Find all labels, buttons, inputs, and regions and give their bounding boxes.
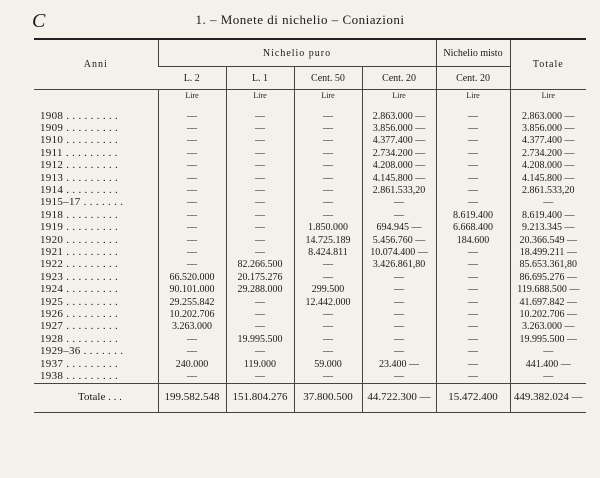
year-label: 1918 . . . . . . . . . [40, 208, 119, 221]
table-cell: 86.695.276 — [510, 271, 586, 283]
table-row [34, 246, 586, 258]
table-cell: 8.424.811 [294, 246, 362, 258]
year-label: 1914 . . . . . . . . . [40, 184, 119, 197]
table-cell: — [436, 147, 510, 159]
table-cell: — [158, 172, 226, 184]
year-label: 1922 . . . . . . . . . [40, 258, 119, 271]
table-cell: 119.000 [226, 358, 294, 370]
table-row [34, 308, 586, 320]
table-cell: — [226, 308, 294, 320]
table-cell: — [436, 246, 510, 258]
table-cell: — [510, 370, 586, 383]
table-cell: 3.856.000 — [510, 122, 586, 134]
table-cell: — [158, 222, 226, 234]
year-label: 1919 . . . . . . . . . [40, 221, 119, 234]
table-cell: 1.850.000 [294, 222, 362, 234]
table-cell: — [226, 184, 294, 196]
year-label: 1938 . . . . . . . . . [40, 369, 119, 382]
table-cell: — [294, 135, 362, 147]
table-cell: — [510, 197, 586, 209]
table-cell: 9.213.345 — [510, 222, 586, 234]
unit-label: Lire [294, 90, 362, 103]
unit-label: Lire [226, 90, 294, 103]
table-cell: — [158, 160, 226, 172]
table-cell: — [436, 308, 510, 320]
table-cell: 441.400 — [510, 358, 586, 370]
table-cell: 2.734.200 — [510, 147, 586, 159]
table-cell: — [158, 259, 226, 271]
table-cell: — [436, 110, 510, 122]
table-cell: — [158, 147, 226, 159]
table-row [34, 110, 586, 122]
subcol-cent20-puro: Cent. 20 [362, 67, 436, 90]
table-cell: — [294, 308, 362, 320]
page-title: 1. – Monete di nichelio – Coniazioni [195, 12, 405, 27]
table-cell: — [294, 122, 362, 134]
table-row [34, 197, 586, 209]
table-cell: 3.263.000 — [510, 321, 586, 333]
table-cell: — [158, 122, 226, 134]
table-cell: 10.202.706 [158, 308, 226, 320]
year-label: 1937 . . . . . . . . . [40, 357, 119, 370]
table-cell: 10.202.706 — [510, 308, 586, 320]
total-cell: 44.722.300 — [362, 383, 436, 412]
unit-label: Lire [362, 90, 436, 103]
table-cell: 4.208.000 — [510, 160, 586, 172]
table-row [34, 172, 586, 184]
unit-spacer [34, 90, 158, 103]
table-cell: 19.995.500 [226, 333, 294, 345]
table-cell: 10.074.400 — [362, 246, 436, 258]
table-cell: — [158, 345, 226, 357]
table-cell: — [226, 222, 294, 234]
table-cell: 184.600 [436, 234, 510, 246]
table-cell: — [436, 358, 510, 370]
table-cell: — [226, 160, 294, 172]
table-cell: — [362, 271, 436, 283]
table-cell: — [226, 197, 294, 209]
table-cell: — [436, 135, 510, 147]
table-cell: — [294, 110, 362, 122]
table-row [34, 209, 586, 221]
table-cell: 29.255.842 [158, 296, 226, 308]
unit-label: Lire [436, 90, 510, 103]
table-cell: — [226, 172, 294, 184]
table-cell: — [362, 283, 436, 295]
table-cell: 6.668.400 [436, 222, 510, 234]
table-cell: — [436, 259, 510, 271]
table-cell: 4.145.800 — [510, 172, 586, 184]
year-label: 1921 . . . . . . . . . [40, 245, 119, 258]
table-cell: 29.288.000 [226, 283, 294, 295]
table-cell: — [436, 283, 510, 295]
year-label: 1929–36 . . . . . . . [40, 345, 124, 358]
table-cell: — [226, 370, 294, 383]
year-label: 1908 . . . . . . . . . [40, 109, 119, 122]
year-label: 1912 . . . . . . . . . [40, 159, 119, 172]
subcol-cent50: Cent. 50 [294, 67, 362, 90]
table-cell: — [158, 234, 226, 246]
table-cell: 59.000 [294, 358, 362, 370]
subcol-cent20-misto: Cent. 20 [436, 67, 510, 90]
table-cell: — [158, 370, 226, 383]
table-cell: — [294, 259, 362, 271]
table-cell: — [436, 370, 510, 383]
table-cell: — [294, 321, 362, 333]
table-cell: 19.995.500 — [510, 333, 586, 345]
col-header-totale: Totale [510, 40, 586, 90]
table-cell: — [436, 345, 510, 357]
table-cell: 8.619.400 — [510, 209, 586, 221]
table-row [34, 122, 586, 134]
table-cell: — [158, 246, 226, 258]
table-cell: — [362, 321, 436, 333]
table-cell: 5.456.760 — [362, 234, 436, 246]
table-cell: — [294, 271, 362, 283]
table-cell: 3.426.861,80 [362, 259, 436, 271]
total-label: Totale . . . [34, 383, 158, 412]
table-cell: 299.500 [294, 283, 362, 295]
table-cell: — [158, 197, 226, 209]
table-cell: 240.000 [158, 358, 226, 370]
table-cell: 12.442.000 [294, 296, 362, 308]
table-cell: — [158, 135, 226, 147]
table-row [34, 296, 586, 308]
table-cell: — [510, 345, 586, 357]
year-label: 1909 . . . . . . . . . [40, 122, 119, 135]
total-cell: 151.804.276 [226, 383, 294, 412]
table-cell: — [226, 135, 294, 147]
table-cell: — [436, 296, 510, 308]
table-row [34, 259, 586, 271]
table-cell: 4.145.800 — [362, 172, 436, 184]
year-label: 1915–17 . . . . . . . [40, 196, 124, 209]
year-label: 1920 . . . . . . . . . [40, 233, 119, 246]
table-cell: — [294, 172, 362, 184]
table-cell: 20.175.276 [226, 271, 294, 283]
year-label: 1927 . . . . . . . . . [40, 320, 119, 333]
table-cell: 4.377.400 — [362, 135, 436, 147]
table-cell: — [362, 345, 436, 357]
year-label: 1924 . . . . . . . . . [40, 283, 119, 296]
table-cell: — [436, 197, 510, 209]
total-cell: 37.800.500 [294, 383, 362, 412]
table-cell: 2.861.533,20 [510, 184, 586, 196]
year-label: 1910 . . . . . . . . . [40, 134, 119, 147]
table-cell: — [226, 122, 294, 134]
table-cell: — [436, 172, 510, 184]
table-cell: — [294, 345, 362, 357]
table-cell: — [436, 122, 510, 134]
year-label: 1928 . . . . . . . . . [40, 332, 119, 345]
table-cell: — [362, 296, 436, 308]
table-cell: 14.725.189 [294, 234, 362, 246]
col-header-anni: Anni [34, 40, 158, 90]
table-cell: 23.400 — [362, 358, 436, 370]
table-cell: 694.945 — [362, 222, 436, 234]
table-cell: — [294, 184, 362, 196]
col-group-nichelio-puro: Nichelio puro [158, 40, 436, 67]
table-row [34, 370, 586, 383]
table-cell: — [362, 308, 436, 320]
table-row [34, 160, 586, 172]
table-cell: 4.377.400 — [510, 135, 586, 147]
table-cell: — [226, 234, 294, 246]
table-cell: — [226, 246, 294, 258]
table-cell: — [436, 321, 510, 333]
table-cell: — [226, 110, 294, 122]
table-cell: — [226, 147, 294, 159]
table-cell: — [436, 333, 510, 345]
table-cell: — [158, 184, 226, 196]
table-cell: — [362, 209, 436, 221]
table-cell: 20.366.549 — [510, 234, 586, 246]
table-cell: — [294, 197, 362, 209]
table-cell: 2.863.000 — [510, 110, 586, 122]
table-cell: — [226, 296, 294, 308]
total-cell: 449.382.024 — [510, 383, 586, 412]
table-row [34, 283, 586, 295]
table-cell: — [436, 184, 510, 196]
table-row [34, 135, 586, 147]
table-row [34, 184, 586, 196]
table-cell: — [158, 110, 226, 122]
table-row [34, 147, 586, 159]
table-cell: 3.856.000 — [362, 122, 436, 134]
table-row [34, 321, 586, 333]
year-label: 1925 . . . . . . . . . [40, 295, 119, 308]
table-cell: — [294, 333, 362, 345]
table-cell: — [362, 370, 436, 383]
table-cell: 8.619.400 [436, 209, 510, 221]
table-cell: 3.263.000 [158, 321, 226, 333]
coinage-table [34, 40, 586, 413]
table-cell: 2.863.000 — [362, 110, 436, 122]
table-cell: 41.697.842 — [510, 296, 586, 308]
table-row [34, 271, 586, 283]
total-cell: 15.472.400 [436, 383, 510, 412]
table-cell: — [436, 271, 510, 283]
year-label: 1926 . . . . . . . . . [40, 307, 119, 320]
table-cell: 4.208.000 — [362, 160, 436, 172]
table-cell: — [294, 209, 362, 221]
year-label: 1911 . . . . . . . . . [40, 146, 118, 159]
table-row [34, 222, 586, 234]
unit-label: Lire [158, 90, 226, 103]
subcol-l1: L. 1 [226, 67, 294, 90]
table-cell: 2.861.533,20 [362, 184, 436, 196]
table-cell: 66.520.000 [158, 271, 226, 283]
table-cell: 2.734.200 — [362, 147, 436, 159]
year-label: 1923 . . . . . . . . . [40, 270, 119, 283]
table-cell: — [362, 197, 436, 209]
table-cell: 85.653.361,80 [510, 259, 586, 271]
table-cell: — [226, 345, 294, 357]
table-cell: — [226, 209, 294, 221]
subcol-l2: L. 2 [158, 67, 226, 90]
table-cell: 18.499.211 — [510, 246, 586, 258]
page-letter: C [32, 10, 46, 32]
table-row [34, 358, 586, 370]
col-group-nichelio-misto: Nichelio misto [436, 40, 510, 67]
table-cell: — [362, 333, 436, 345]
total-row [34, 383, 586, 412]
year-label: 1913 . . . . . . . . . [40, 171, 119, 184]
table-cell: — [226, 321, 294, 333]
table-cell: — [436, 160, 510, 172]
table-cell: 119.688.500 — [510, 283, 586, 295]
table-cell: — [158, 209, 226, 221]
table-row [34, 345, 586, 357]
table-cell: 82.266.500 [226, 259, 294, 271]
table-row [34, 234, 586, 246]
table-cell: — [294, 147, 362, 159]
total-cell: 199.582.548 [158, 383, 226, 412]
table-cell: — [294, 160, 362, 172]
table-cell: — [294, 370, 362, 383]
unit-label: Lire [510, 90, 586, 103]
table-cell: 90.101.000 [158, 283, 226, 295]
table-cell: — [158, 333, 226, 345]
table-row [34, 333, 586, 345]
